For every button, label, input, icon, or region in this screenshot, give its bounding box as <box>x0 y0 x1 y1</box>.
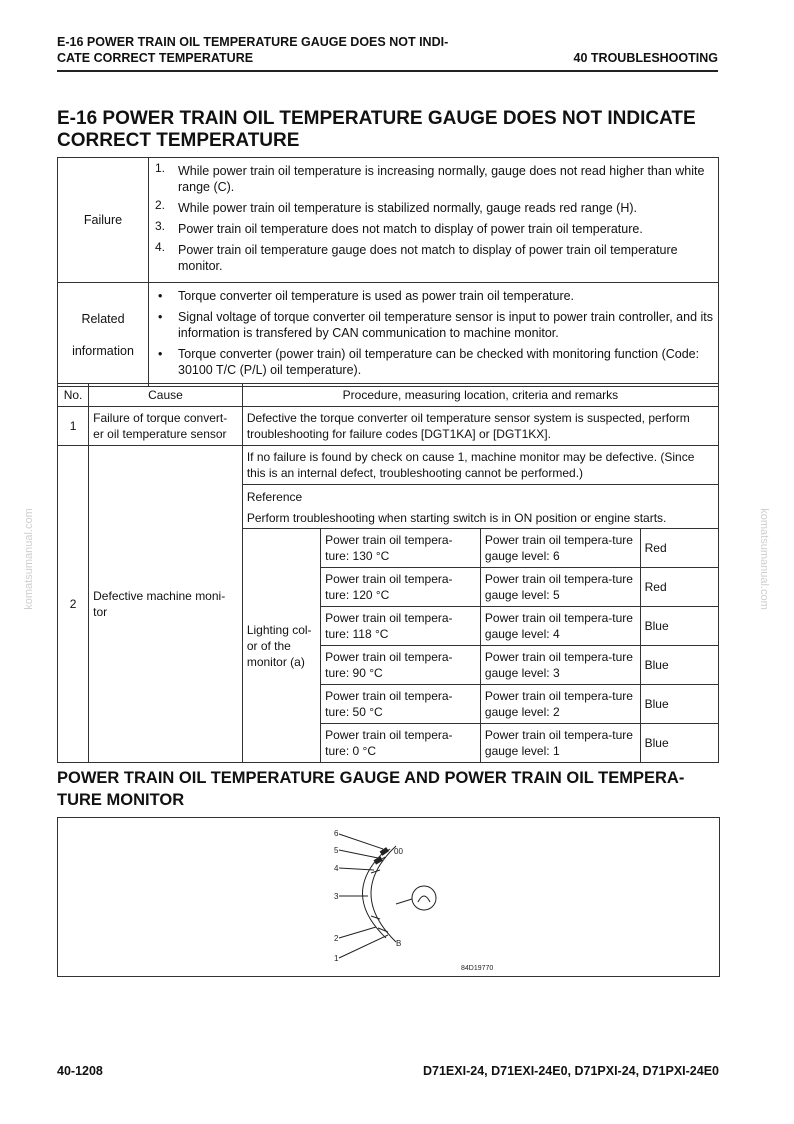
color-cell: Blue <box>640 685 718 724</box>
temp-cell: Power train oil tempera-ture: 118 °C <box>321 607 481 646</box>
callout-label: 3 <box>334 892 339 901</box>
callout-leader <box>339 868 374 870</box>
section-heading <box>57 767 722 811</box>
callout-leader <box>339 834 383 849</box>
failure-info-table <box>57 157 719 387</box>
row-number: 1 <box>58 407 89 446</box>
reference-cell <box>242 485 718 529</box>
section-line1: POWER TRAIN OIL TEMPERATURE GAUGE AND POWER TRAIN OIL TEMPERA- <box>57 769 685 787</box>
failure-row <box>58 158 719 283</box>
header-section-title <box>57 34 448 66</box>
item-text: Torque converter (power train) oil temperature can be checked with monitoring function (Code: 30100 T/C (P/L) oil temperature). <box>178 347 700 377</box>
title-line1: E-16 POWER TRAIN OIL TEMPERATURE GAUGE DOES NOT INDICATE <box>57 108 696 129</box>
title-line2: CORRECT TEMPERATURE <box>57 130 300 151</box>
related-label-line2: information <box>72 343 134 358</box>
color-cell: Red <box>640 529 718 568</box>
level-cell: Power train oil tempera-ture gauge level: 3 <box>480 646 640 685</box>
model-list: D71EXI-24, D71EXI-24E0, D71PXI-24, D71PXI-24E0 <box>423 1064 719 1078</box>
page-title <box>57 108 722 152</box>
watermark-left: komatsumanual.com <box>22 508 35 610</box>
callout-leader <box>339 927 376 938</box>
item-text: Power train oil temperature gauge does not match to display of power train oil temperature monitor. <box>178 243 678 273</box>
item-text: Power train oil temperature does not match to display of power train oil temperature. <box>178 222 643 236</box>
procedure-note: If no failure is found by check on cause 1, machine monitor may be defective. (Since this is an internal defect, troubleshooting cannot be performed.) <box>242 446 718 485</box>
gauge-top-mark: 00 <box>394 847 403 856</box>
oil-temperature-monitor-icon <box>412 886 436 910</box>
header-chapter: 40 TROUBLESHOOTING <box>573 51 718 65</box>
bullet-icon: • <box>158 289 163 303</box>
callout-label: 5 <box>334 846 339 855</box>
callout-leader <box>339 935 388 958</box>
item-text: Torque converter oil temperature is used as power train oil temperature. <box>178 289 575 303</box>
color-cell: Red <box>640 568 718 607</box>
procedure-cell: Defective the torque converter oil temperature sensor system is suspected, perform troubleshooting for failure codes [DGT1KA] or [DGT1KX]. <box>242 407 718 446</box>
reference-condition: Perform troubleshooting when starting switch is in ON position or engine starts. <box>246 511 667 525</box>
figure-code: 84D19770 <box>461 965 494 972</box>
watermark-right: komatsumanual.com <box>757 508 770 610</box>
related-item <box>153 346 714 378</box>
item-number: 2. <box>155 198 166 212</box>
item-number: 4. <box>155 240 166 254</box>
color-cell: Blue <box>640 607 718 646</box>
failure-label: Failure <box>58 158 149 283</box>
header-procedure: Procedure, measuring location, criteria and remarks <box>242 384 718 407</box>
lighting-label: Lighting col-or of the monitor (a) <box>242 529 320 763</box>
callout-label: 4 <box>334 864 339 873</box>
row-number: 2 <box>58 446 89 763</box>
gauge-segment-tick <box>371 916 380 919</box>
related-list-cell <box>149 283 719 387</box>
level-cell: Power train oil tempera-ture gauge level: 4 <box>480 607 640 646</box>
item-number: 1. <box>155 161 166 175</box>
callout-label: 1 <box>334 954 339 963</box>
temp-cell: Power train oil tempera-ture: 50 °C <box>321 685 481 724</box>
related-label <box>58 283 149 387</box>
cause-table-header <box>58 384 719 407</box>
failure-item <box>153 200 714 216</box>
callout-leader <box>339 850 378 858</box>
temp-cell: Power train oil tempera-ture: 130 °C <box>321 529 481 568</box>
gauge-bottom-mark: B <box>396 939 402 948</box>
level-cell: Power train oil tempera-ture gauge level: 2 <box>480 685 640 724</box>
gauge-diagram <box>58 818 719 976</box>
page-header <box>57 34 718 72</box>
related-row <box>58 283 719 387</box>
failure-item <box>153 221 714 237</box>
reference-label: Reference <box>246 490 303 504</box>
header-no: No. <box>58 384 89 407</box>
table-row <box>58 446 719 485</box>
related-label-line1: Related <box>81 311 125 326</box>
header-title-line1: E-16 POWER TRAIN OIL TEMPERATURE GAUGE DOES NOT INDI- <box>57 35 449 49</box>
related-item <box>153 288 714 304</box>
gauge-figure-box <box>57 817 720 977</box>
oil-temperature-symbol <box>418 896 430 902</box>
item-text: While power train oil temperature is stabilized normally, gauge reads red range (H). <box>178 201 638 215</box>
temp-cell: Power train oil tempera-ture: 90 °C <box>321 646 481 685</box>
related-item <box>153 309 714 341</box>
level-cell: Power train oil tempera-ture gauge level: 1 <box>480 724 640 763</box>
gauge-needle <box>396 899 412 904</box>
cause-cell: Defective machine moni-tor <box>89 446 243 763</box>
temp-cell: Power train oil tempera-ture: 120 °C <box>321 568 481 607</box>
page-number: 40-1208 <box>57 1064 103 1078</box>
header-title-line2: CATE CORRECT TEMPERATURE <box>57 51 254 65</box>
bullet-icon: • <box>158 347 163 361</box>
cause-cell: Failure of torque convert-er oil temperature sensor <box>89 407 243 446</box>
failure-list-cell <box>149 158 719 283</box>
temp-cell: Power train oil tempera-ture: 0 °C <box>321 724 481 763</box>
level-cell: Power train oil tempera-ture gauge level: 5 <box>480 568 640 607</box>
color-cell: Blue <box>640 646 718 685</box>
header-cause: Cause <box>89 384 243 407</box>
level-cell: Power train oil tempera-ture gauge level: 6 <box>480 529 640 568</box>
section-line2: TURE MONITOR <box>57 791 185 809</box>
related-list <box>153 288 714 378</box>
callout-label: 2 <box>334 934 339 943</box>
table-row <box>58 407 719 446</box>
failure-item <box>153 242 714 274</box>
item-number: 3. <box>155 219 166 233</box>
item-text: While power train oil temperature is increasing normally, gauge does not read higher than white range (C). <box>178 164 705 194</box>
gauge-inner-arc <box>363 850 387 938</box>
item-text: Signal voltage of torque converter oil temperature sensor is input to power train controller, and its information is transfered by CAN communication to machine monitor. <box>178 310 714 340</box>
failure-list <box>153 163 714 274</box>
bullet-icon: • <box>158 310 163 324</box>
cause-table <box>57 383 719 763</box>
failure-item <box>153 163 714 195</box>
callout-label: 6 <box>334 829 339 838</box>
color-cell: Blue <box>640 724 718 763</box>
